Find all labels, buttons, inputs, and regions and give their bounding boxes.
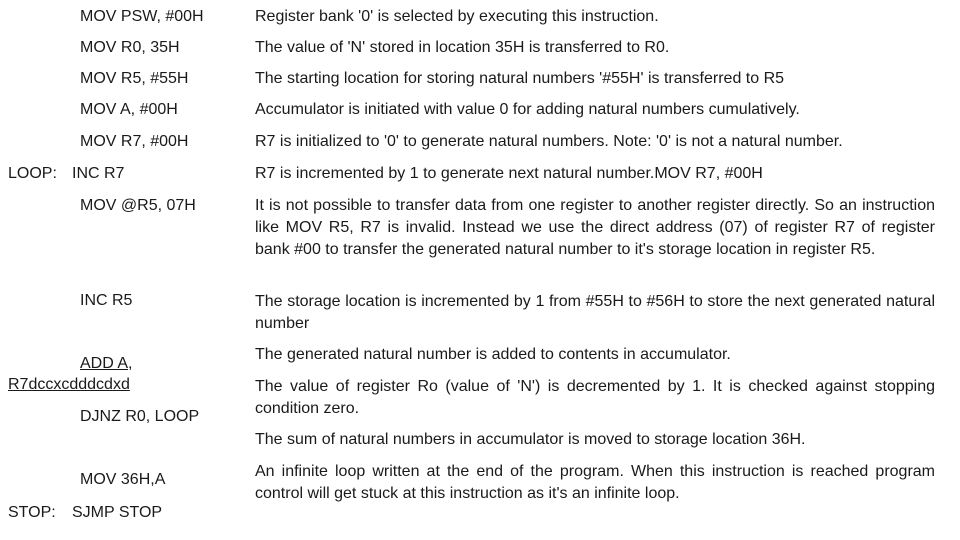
instruction-add-a: ADD A, (80, 355, 133, 372)
instruction-sjmp: SJMP STOP (72, 504, 163, 521)
description-8: The storage location is incremented by 1 from #55H to #56H to store the next generated natural number (255, 293, 935, 332)
instruction-add-a-operand: R7dccxcdddcdxd (8, 376, 130, 393)
instruction-mov-indirect-r5: MOV @R5, 07H (80, 197, 196, 214)
instruction-inc-r5: INC R5 (80, 292, 133, 309)
label-loop: LOOP: (8, 165, 57, 182)
instruction-mov-a: MOV A, #00H (80, 101, 178, 118)
instruction-mov-r0: MOV R0, 35H (80, 39, 180, 56)
description-11: The sum of natural numbers in accumulator is moved to storage location 36H. (255, 431, 806, 448)
description-3: The starting location for storing natural numbers '#55H' is transferred to R5 (255, 70, 785, 87)
instruction-mov-psw: MOV PSW, #00H (80, 8, 204, 25)
instruction-mov-36h: MOV 36H,A (80, 471, 166, 488)
description-4: Accumulator is initiated with value 0 for adding natural numbers cumulatively. (255, 101, 800, 118)
label-stop: STOP: (8, 504, 56, 521)
instruction-mov-r5: MOV R5, #55H (80, 70, 189, 87)
description-2: The value of 'N' stored in location 35H is transferred to R0. (255, 39, 670, 56)
description-6: R7 is incremented by 1 to generate next natural number.MOV R7, #00H (255, 165, 763, 182)
description-12: An infinite loop written at the end of the program. When this instruction is reached program control will get stuck at this instruction as it's an infinite loop. (255, 463, 935, 502)
instruction-inc-r7: INC R7 (72, 165, 125, 182)
description-9: The generated natural number is added to contents in accumulator. (255, 346, 731, 363)
description-1: Register bank '0' is selected by executing this instruction. (255, 8, 659, 25)
instruction-mov-r7: MOV R7, #00H (80, 133, 189, 150)
description-5: R7 is initialized to '0' to generate natural numbers. Note: '0' is not a natural number. (255, 133, 843, 150)
description-10: The value of register Ro (value of 'N') is decremented by 1. It is checked against stopping condition zero. (255, 378, 935, 417)
instruction-djnz: DJNZ R0, LOOP (80, 408, 200, 425)
description-7: It is not possible to transfer data from one register to another register directly. So an instruction like MOV R5, R7 is invalid. Instead we use the direct address (07) of register R7 of register bank #00 to transfer the generated natural number to it's storage location in register R5. (255, 197, 935, 258)
